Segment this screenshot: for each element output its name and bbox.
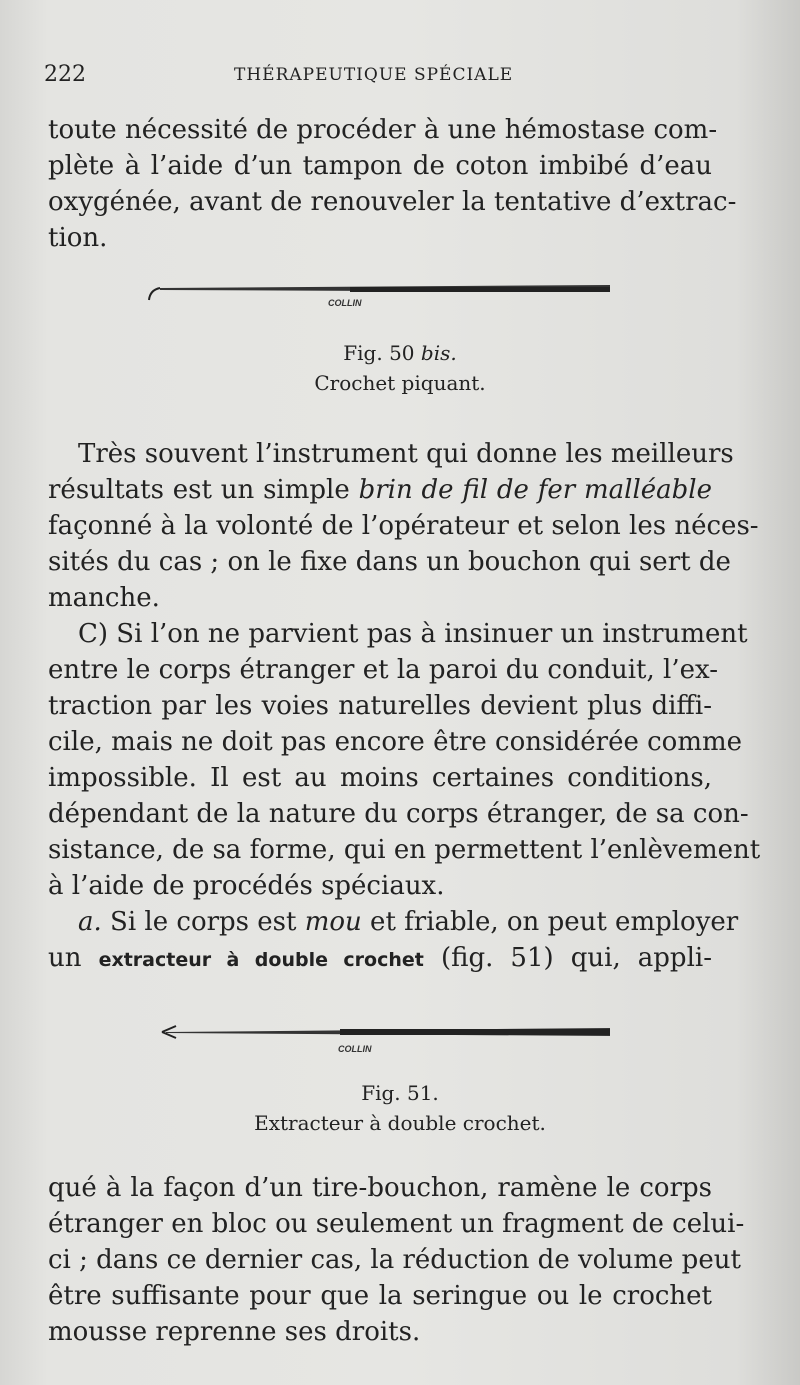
text-line: C) Si l’on ne parvient pas à insinuer un instrument [78,619,748,649]
double-hook-extractor-illustration [0,1018,800,1058]
text-line: manche. [48,583,160,613]
text-line: étranger en bloc ou seulement un fragment de celui- [48,1209,745,1239]
text-line: sistance, de sa forme, qui en permettent l’enlèvement [48,835,761,865]
hooked-probe-illustration [0,276,800,316]
text-line: sités du cas ; on le fixe dans un bouchon qui sert de [48,547,731,577]
text-line: toute nécessité de procéder à une hémostase com- [48,115,718,145]
emphasis-text: brin de fil de fer malléable [358,475,712,505]
text-run: et friable, on peut employer [361,907,739,937]
text-line: dépendant de la nature du corps étranger, de sa con- [48,799,749,829]
figure-number-suffix: bis. [420,341,457,365]
text-line: plète à l’aide d’un tampon de coton imbibé d’eau [48,151,712,181]
text-line: impossible. Il est au moins certaines conditions, [48,763,712,793]
paragraph-1 [48,112,737,256]
text-run: Si le corps est [101,907,305,937]
text-line: entre le corps étranger et la paroi du conduit, l’ex- [48,655,718,685]
figure-caption [0,338,800,368]
figure-title: Extracteur à double crochet. [254,1111,546,1135]
text-line [48,472,712,508]
bold-term: extracteur à double crochet [98,949,424,971]
text-line: Très souvent l’instrument qui donne les meilleurs [78,439,734,469]
running-head: THÉRAPEUTIQUE SPÉCIALE [234,65,514,85]
figure-number: Fig. 50 [343,341,415,365]
text-run: résultats est un simple [48,475,359,505]
list-marker: a. [78,907,102,937]
text-run: (fig. 51) qui, appli- [423,943,712,973]
text-line: tion. [48,223,108,253]
figure-50-bis [0,276,800,398]
text-line: être suffisante pour que la seringue ou le crochet [48,1281,712,1311]
text-line: à l’aide de procédés spéciaux. [48,871,445,901]
text-line: cile, mais ne doit pas encore être considérée comme [48,727,743,757]
figure-title: Crochet piquant. [314,371,486,395]
page-number: 222 [44,62,86,87]
text-line: qué à la façon d’un tire-bouchon, ramène le corps [48,1173,712,1203]
emphasis-text: mou [304,907,362,937]
text-line: traction par les voies naturelles devient plus diffi- [48,691,712,721]
paragraph-4 [48,904,739,978]
text-line [48,940,712,978]
maker-mark: COLLIN [338,1044,372,1054]
paragraph-2 [48,436,759,616]
paragraph-3 [48,616,761,904]
text-line [48,904,739,940]
text-line: oxygénée, avant de renouveler la tentative d’extrac- [48,187,737,217]
maker-mark: COLLIN [328,298,362,308]
page-header [44,62,724,92]
text-line: ci ; dans ce dernier cas, la réduction de volume peut [48,1245,741,1275]
paragraph-5 [48,1170,745,1350]
figure-caption: Fig. 51. [361,1081,439,1105]
figure-51 [0,1018,800,1138]
text-run: un [48,943,99,973]
text-line: mousse reprenne ses droits. [48,1317,421,1347]
text-line: façonné à la volonté de l’opérateur et selon les néces- [48,511,759,541]
